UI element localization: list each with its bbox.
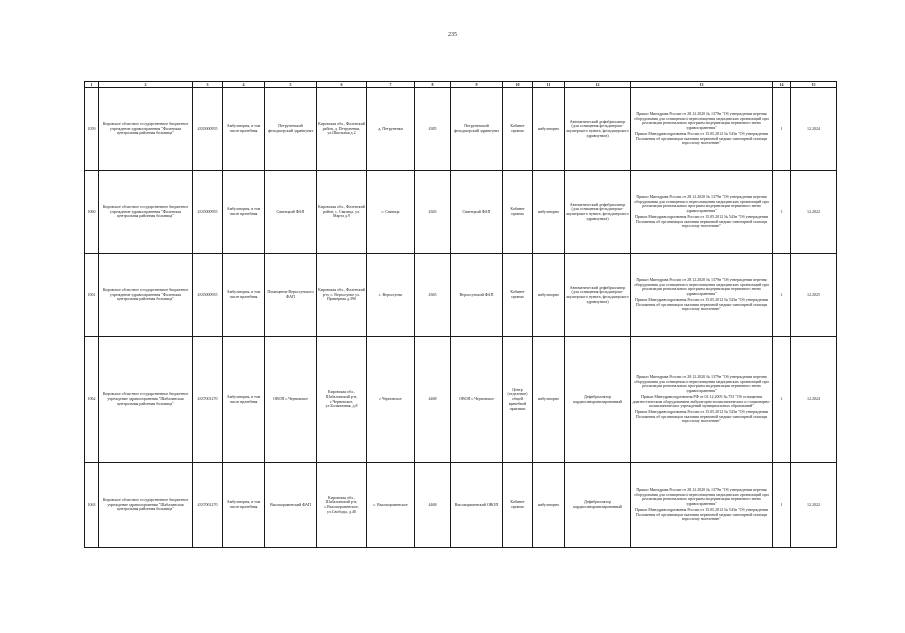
regulatory-document: Приказ Минздрава России от 28.12.2020 № 1379н "Об утверждении перечня оборудования для оснащения и переоснащения медицинских организаций при реализации региональных программ модернизации первичного звена здравоохранения" xyxy=(634,373,769,394)
code: 4468 xyxy=(415,463,451,548)
address: Кировская обл., Фаленский р-н, с. Верхосунье ул. Примерная д.39б xyxy=(317,254,367,337)
equipment-name: Дефибриллятор кардиосинхронизированный xyxy=(565,463,631,548)
regulatory-document: Приказ Минздрава России от 28.12.2020 № 1379н "Об утверждении перечня оборудования для оснащения и переоснащения медицинских организаций при реализации региональных программ модернизации первичного звена здравоохранения" xyxy=(634,487,769,507)
quantity: 1 xyxy=(773,463,791,548)
column-number-11: 11 xyxy=(533,82,565,88)
column-number-15: 15 xyxy=(791,82,837,88)
address: Кировская обл., Фаленский район, д. Петруненки, ул.Школьная д.2 xyxy=(317,88,367,171)
deadline: 12.2025 xyxy=(791,254,837,337)
code: 4385 xyxy=(415,88,451,171)
subdivision: Помещение Верхосунского ФАП xyxy=(265,254,317,337)
inn: 4335000955 xyxy=(193,254,223,337)
regulatory-document: Приказ Минздравсоцразвития России от 15.05.2012 № 543н "Об утверждении Положения об организации оказания первичной медико-санитарной помощи взрослому населению" xyxy=(635,296,768,312)
equipment-name: Автоматический дефибриллятор (для оснащения фельдшерско-акушерского пункта, фельдшерского здравпункта) xyxy=(565,171,631,254)
address: Кировская обл., Шабалинский р-н, с.Высокораменское, ул.Свободы, д.40 xyxy=(317,463,367,548)
locality: д. Петруненки xyxy=(367,88,415,171)
regulatory-document: Приказ Минздрава России от 28.12.2020 № 1379н "Об утверждении перечня оборудования для оснащения и переоснащения медицинских организаций при реализации региональных программ модернизации первичного звена здравоохранения" xyxy=(634,111,769,131)
inn: 4337001270 xyxy=(193,463,223,548)
code: 4365 xyxy=(415,171,451,254)
room: Кабинет приема xyxy=(503,463,533,548)
room: Кабинет приема xyxy=(503,88,533,171)
place: Высокораменский ОВОП xyxy=(451,463,503,548)
column-number-6: 6 xyxy=(317,82,367,88)
row-number: 1059 xyxy=(85,88,99,171)
care-mode: амбулаторно xyxy=(533,171,565,254)
regulatory-document: Приказ Минздравсоцразвития РФ от 01.12.2005 № 753 "Об оснащении диагностическим оборудованием амбулаторно-поликлинических и стационарно-поликлинических учреждений муниципальных образований" xyxy=(632,393,771,409)
equipment-register-table xyxy=(84,81,837,548)
table-row xyxy=(85,463,837,548)
code: 4468 xyxy=(415,337,451,463)
organization-name: Кировское областное государственное бюджетное учреждение здравоохранения "Шабалинская центральная районная больница" xyxy=(99,337,193,463)
regulatory-document: Приказ Минздравсоцразвития России от 15.05.2012 № 543н "Об утверждении Положения об организации оказания первичной медико-санитарной помощи взрослому населению" xyxy=(635,130,768,146)
deadline: 12.2024 xyxy=(791,88,837,171)
quantity: 1 xyxy=(773,254,791,337)
quantity: 1 xyxy=(773,337,791,463)
facility-type: Амбулатория, в том числе врачебная xyxy=(223,463,265,548)
row-number: 1063 xyxy=(85,463,99,548)
place: Петруненский фельдшерский здравпункт xyxy=(451,88,503,171)
address: Кировская обл., Фаленский район, с. Святица, ул. Марта д.9 xyxy=(317,171,367,254)
regulatory-document: Приказ Минздравсоцразвития России от 15.05.2012 № 543н "Об утверждении Положения об организации оказания первичной медико-санитарной помощи взрослому населению" xyxy=(635,213,768,229)
quantity: 1 xyxy=(773,88,791,171)
organization-name: Кировское областное государственное бюджетное учреждение здравоохранения "Шабалинская центральная районная больница" xyxy=(99,463,193,548)
place: Верхосунский ФАП xyxy=(451,254,503,337)
facility-type: Амбулатория, в том числе врачебная xyxy=(223,88,265,171)
row-number: 1060 xyxy=(85,171,99,254)
subdivision: Святецкий ФАП xyxy=(265,171,317,254)
table-row xyxy=(85,337,837,463)
table-row xyxy=(85,254,837,337)
inn: 4335000955 xyxy=(193,171,223,254)
care-mode: амбулаторно xyxy=(533,337,565,463)
row-number: 1061 xyxy=(85,254,99,337)
subdivision: ОВОП с.Черновское xyxy=(265,337,317,463)
deadline: 12.2022 xyxy=(791,171,837,254)
address: Кировская обл., Шабалинский р-н, с.Черновское, ул.Больничная, д.8 xyxy=(317,337,367,463)
facility-type: Амбулатория, в том числе врачебная xyxy=(223,254,265,337)
column-number-10: 10 xyxy=(503,82,533,88)
column-number-3: 3 xyxy=(193,82,223,88)
facility-type: Амбулатория, в том числе врачебная xyxy=(223,337,265,463)
place: Святецкий ФАП xyxy=(451,171,503,254)
deadline: 12.2024 xyxy=(791,337,837,463)
organization-name: Кировское областное государственное бюджетное учреждение здравоохранения "Фаленская центральная районная больница" xyxy=(99,254,193,337)
regulatory-documents xyxy=(631,337,773,463)
locality: с.Черновское xyxy=(367,337,415,463)
equipment-name: Автоматический дефибриллятор (для оснащения фельдшерско-акушерского пункта, фельдшерского здравпункта) xyxy=(565,254,631,337)
organization-name: Кировское областное государственное бюджетное учреждение здравоохранения "Фаленская центральная районная больница" xyxy=(99,171,193,254)
equipment-name: Дефибриллятор кардиосинхронизированный xyxy=(565,337,631,463)
regulatory-document: Приказ Минздравсоцразвития России от 15.05.2012 № 543н "Об утверждении Положения об организации оказания первичной медико-санитарной помощи взрослому населению" xyxy=(635,408,768,424)
page-number: 235 xyxy=(448,32,457,38)
code: 4365 xyxy=(415,254,451,337)
room: Кабинет приема xyxy=(503,254,533,337)
care-mode: амбулаторно xyxy=(533,463,565,548)
column-number-12: 12 xyxy=(565,82,631,88)
regulatory-documents xyxy=(631,254,773,337)
regulatory-documents xyxy=(631,463,773,548)
equipment-name: Автоматический дефибриллятор (для оснащения фельдшерско-акушерского пункта, фельдшерского здравпункта) xyxy=(565,88,631,171)
inn: 4335000955 xyxy=(193,88,223,171)
regulatory-document: Приказ Минздрава России от 28.12.2020 № 1379н "Об утверждении перечня оборудования для оснащения и переоснащения медицинских организаций при реализации региональных программ модернизации первичного звена здравоохранения" xyxy=(634,277,769,297)
table-row xyxy=(85,171,837,254)
table-row xyxy=(85,88,837,171)
column-number-4: 4 xyxy=(223,82,265,88)
quantity: 1 xyxy=(773,171,791,254)
regulatory-document: Приказ Минздравсоцразвития России от 15.05.2012 № 543н "Об утверждении Положения об организации оказания первичной медико-санитарной помощи взрослому населению" xyxy=(635,506,768,522)
subdivision: Петруненский фельдшерский здравпункт xyxy=(265,88,317,171)
subdivision: Высокораменский ФАП xyxy=(265,463,317,548)
column-number-7: 7 xyxy=(367,82,415,88)
column-number-5: 5 xyxy=(265,82,317,88)
place: ОВОП с.Черновское xyxy=(451,337,503,463)
row-number: 1062 xyxy=(85,337,99,463)
regulatory-document: Приказ Минздрава России от 28.12.2020 № 1379н "Об утверждении перечня оборудования для оснащения и переоснащения медицинских организаций при реализации региональных программ модернизации первичного звена здравоохранения" xyxy=(634,194,769,214)
column-number-1: 1 xyxy=(85,82,99,88)
column-number-8: 8 xyxy=(415,82,451,88)
table-body xyxy=(85,82,837,548)
organization-name: Кировское областное государственное бюджетное учреждение здравоохранения "Фаленская центральная районная больница" xyxy=(99,88,193,171)
facility-type: Амбулатория, в том числе врачебная xyxy=(223,171,265,254)
column-number-14: 14 xyxy=(773,82,791,88)
locality: с. Высокораменское xyxy=(367,463,415,548)
regulatory-documents xyxy=(631,171,773,254)
room: Центр (отделение) общей врачебной практики xyxy=(503,337,533,463)
column-number-13: 13 xyxy=(631,82,773,88)
care-mode: амбулаторно xyxy=(533,88,565,171)
locality: с. Верхосунье xyxy=(367,254,415,337)
deadline: 12.2022 xyxy=(791,463,837,548)
care-mode: амбулаторно xyxy=(533,254,565,337)
regulatory-documents xyxy=(631,88,773,171)
inn: 4337001270 xyxy=(193,337,223,463)
column-number-9: 9 xyxy=(451,82,503,88)
column-number-2: 2 xyxy=(99,82,193,88)
locality: с. Святица xyxy=(367,171,415,254)
room: Кабинет приема xyxy=(503,171,533,254)
